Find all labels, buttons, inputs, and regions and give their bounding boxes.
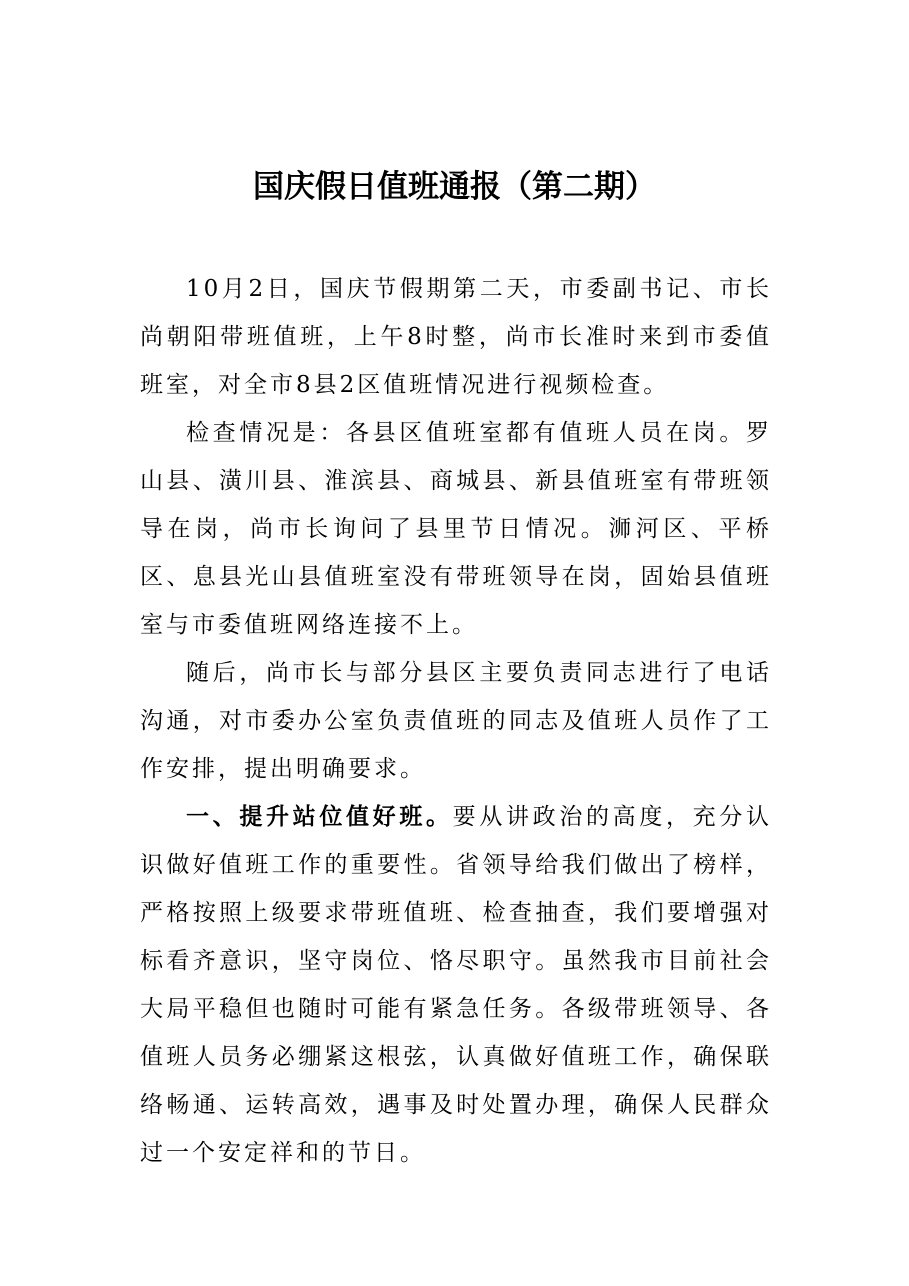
document-body (140, 265, 772, 1177)
paragraph-3-text: 随后，尚市长与部分县区主要负责同志进行了电话沟通，对市委办公室负责值班的同志及值班人员作了工作安排，提出明确要求。 (140, 660, 772, 782)
document-title: 国庆假日值班通报（第二期） (253, 169, 656, 205)
paragraph-4 (140, 793, 772, 1177)
paragraph-1 (140, 265, 772, 409)
paragraph-2 (140, 409, 772, 649)
paragraph-1-text: 10月2日，国庆节假期第二天，市委副书记、市长尚朝阳带班值班，上午8时整，尚市长准时来到市委值班室，对全市8县2区值班情况进行视频检查。 (140, 276, 772, 398)
paragraph-3 (140, 649, 772, 793)
paragraph-4-text: 要从讲政治的高度，充分认识做好值班工作的重要性。省领导给我们做出了榜样，严格按照上级要求带班值班、检查抽查，我们要增强对标看齐意识，坚守岗位、恪尽职守。虽然我市目前社会大局平稳但也随时可能有紧急任务。各级带班领导、各值班人员务必绷紧这根弦，认真做好值班工作，确保联络畅通、运转高效，遇事及时处置办理，确保人民群众过一个安定祥和的节日。 (140, 804, 773, 1166)
paragraph-2-text: 检查情况是：各县区值班室都有值班人员在岗。罗山县、潢川县、淮滨县、商城县、新县值班室有带班领导在岗，尚市长询问了县里节日情况。浉河区、平桥区、息县光山县值班室没有带班领导在岗，固始县值班室与市委值班网络连接不上。 (140, 420, 772, 638)
paragraph-4-heading: 一、提升站位值好班。 (186, 803, 453, 830)
